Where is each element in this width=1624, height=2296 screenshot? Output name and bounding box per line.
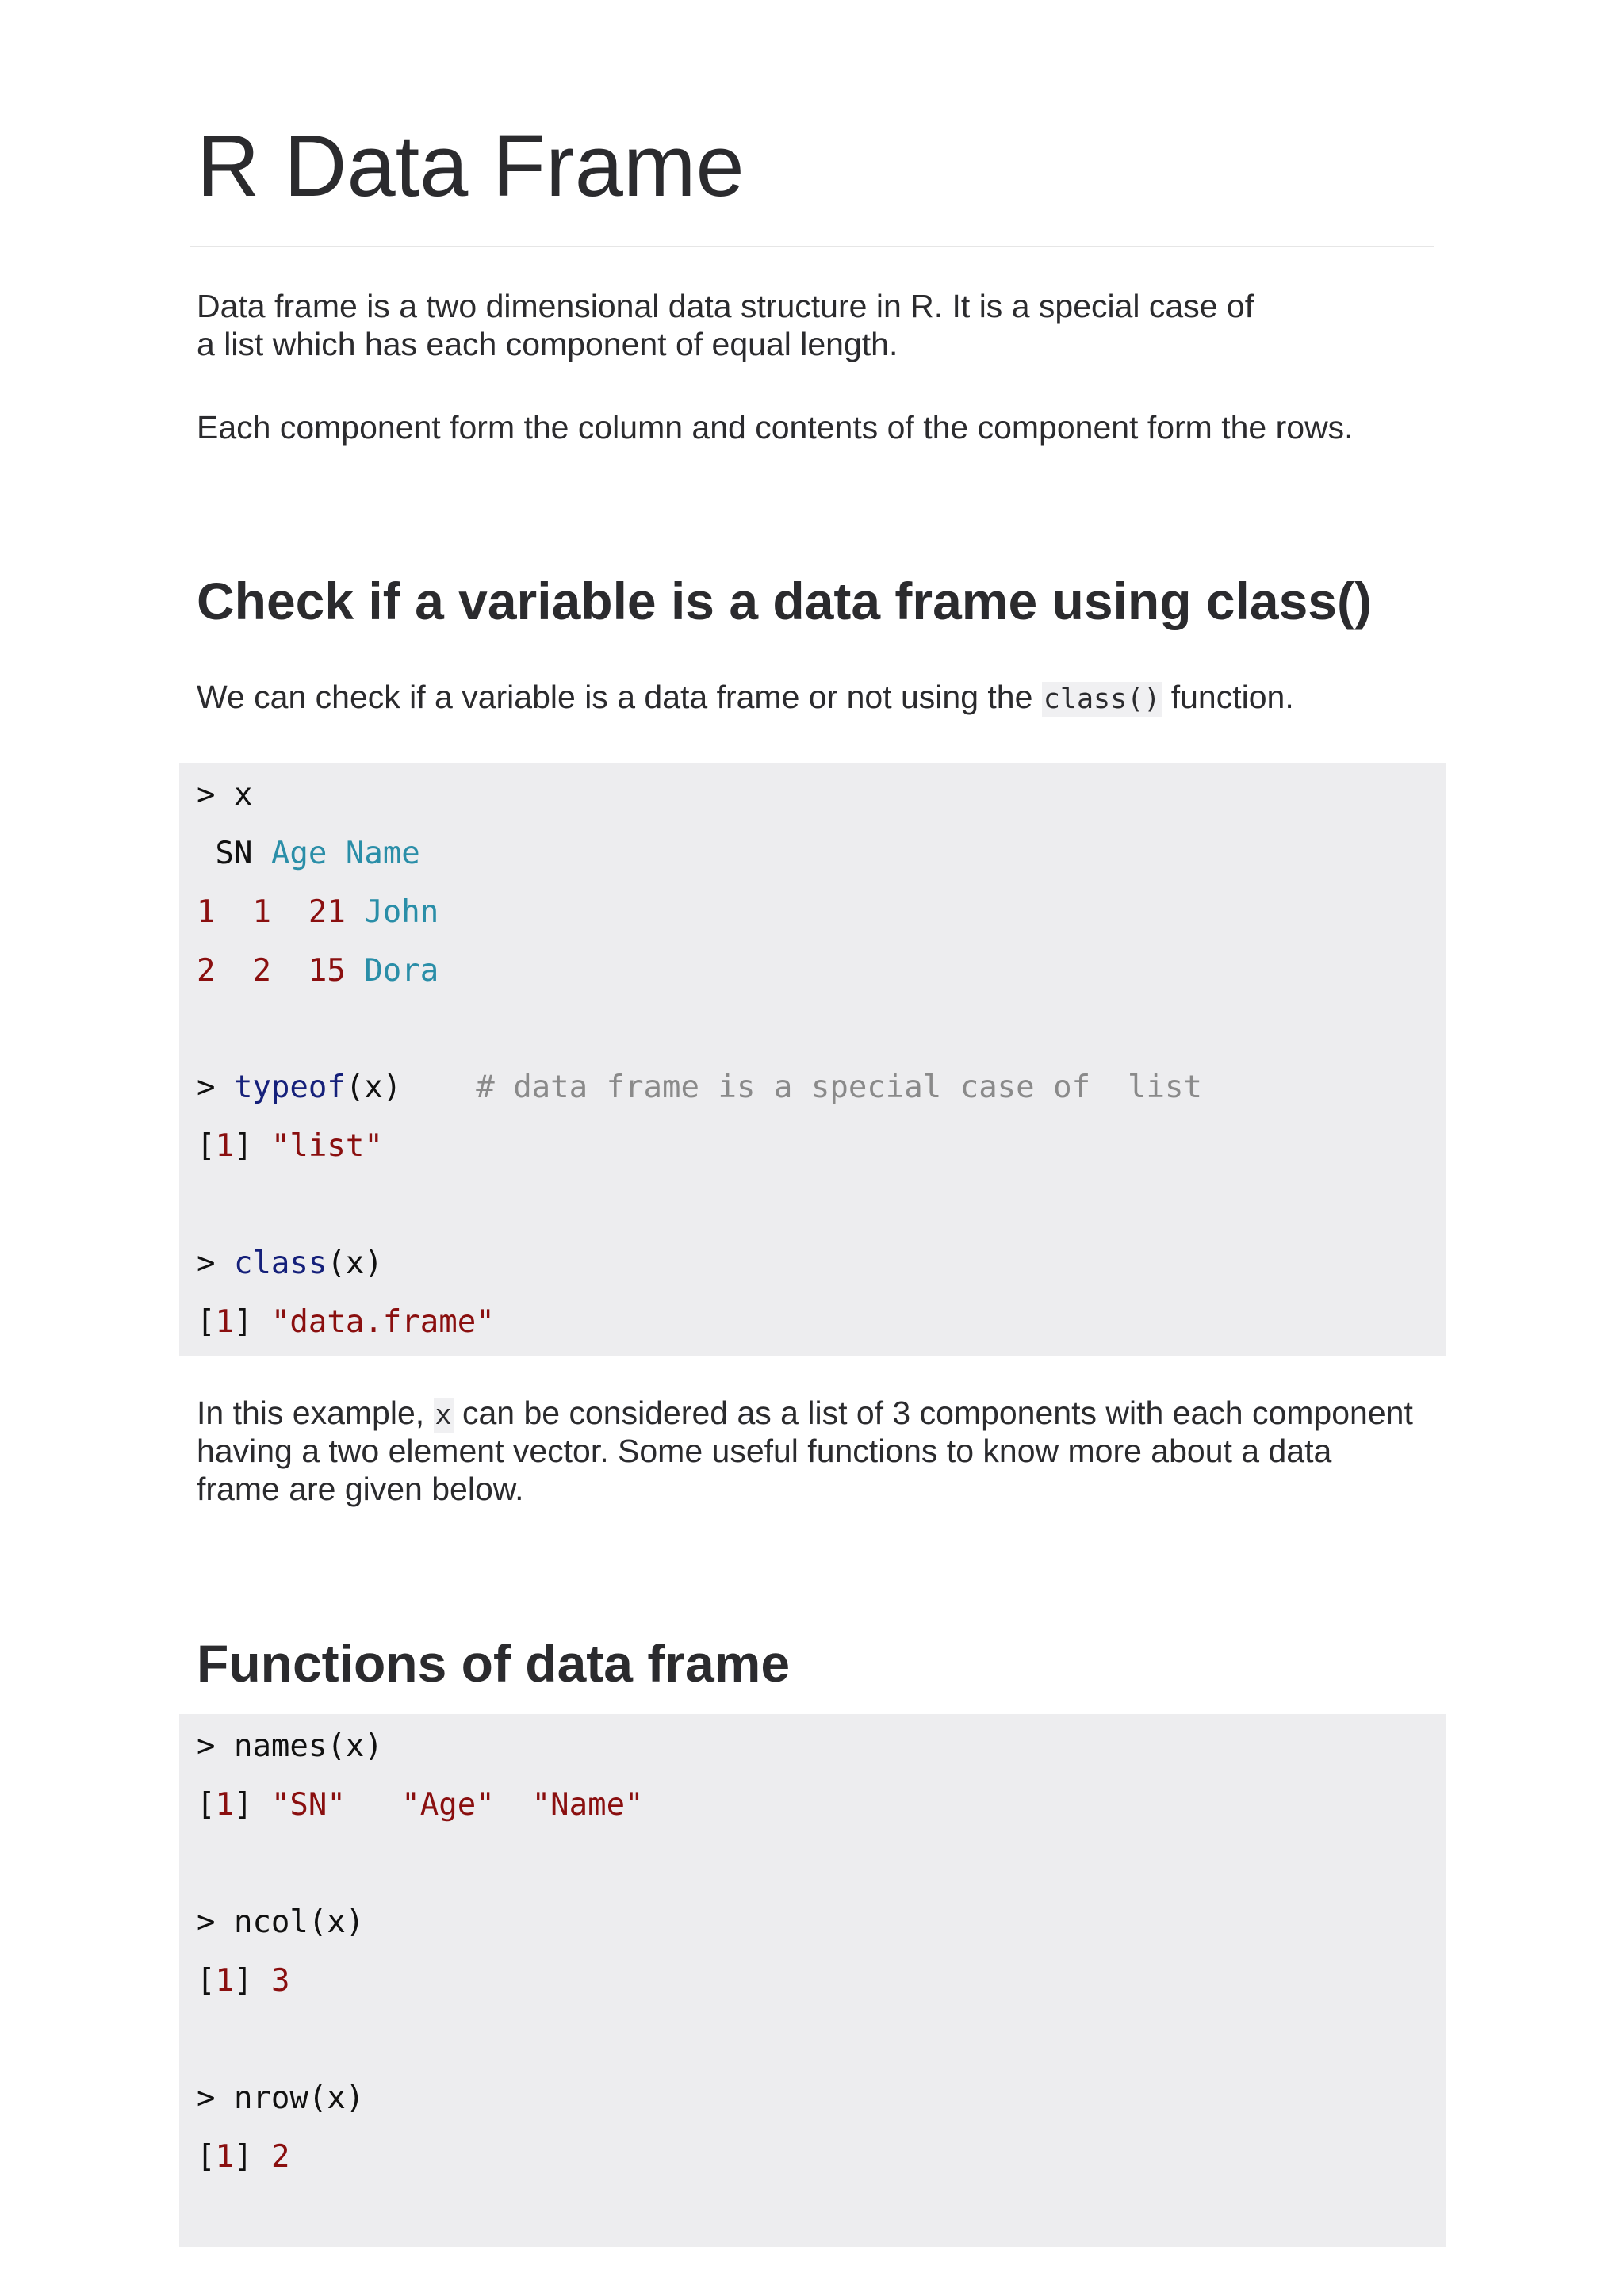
section1-intro-before: We can check if a variable is a data frame or not using the [197, 679, 1042, 715]
code-line: [1] 3 [197, 1963, 290, 1999]
code-line: [1] "list" [197, 1128, 383, 1164]
code-line: 2 2 15 Dora [197, 953, 439, 989]
section1-intro [197, 678, 1294, 718]
code-line: 1 1 21 John [197, 894, 439, 930]
intro-line-1: Data frame is a two dimensional data structure in R. It is a special case of [197, 288, 1254, 324]
code-line: > class(x) [197, 1246, 383, 1281]
intro-line-2: a list which has each component of equal length. [197, 326, 898, 362]
section-heading-functions: Functions of data frame [197, 1634, 791, 1693]
after-code-line-2: having a two element vector. Some useful functions to know more about a data [197, 1433, 1332, 1469]
code-block-functions [179, 1714, 1446, 2247]
after-code-line-3: frame are given below. [197, 1471, 524, 1507]
code-line: SN Age Name [197, 836, 420, 871]
code-line: > x [197, 777, 253, 813]
code-line: [1] "data.frame" [197, 1304, 495, 1340]
code-line: > nrow(x) [197, 2080, 365, 2116]
code-line: > ncol(x) [197, 1904, 365, 1940]
intro-paragraph-2: Each component form the column and contents of the component form the rows. [197, 409, 1354, 446]
code-line: [1] "SN" "Age" "Name" [197, 1787, 644, 1823]
code-line: > names(x) [197, 1728, 383, 1764]
inline-code-class: class() [1043, 683, 1161, 715]
page-title: R Data Frame [197, 117, 745, 215]
section-heading-class: Check if a variable is a data frame using class() [197, 572, 1372, 630]
code-line: [1] 2 [197, 2139, 290, 2175]
code-line: > typeof(x) # data frame is a special case of list [197, 1070, 1202, 1105]
section1-intro-after: function. [1162, 679, 1294, 715]
inline-code-x: x [435, 1399, 452, 1431]
after-code-line-1: In this example, x can be considered as a list of 3 components with each component [197, 1395, 1413, 1431]
title-divider [190, 246, 1434, 247]
code-block-class [179, 763, 1446, 1356]
